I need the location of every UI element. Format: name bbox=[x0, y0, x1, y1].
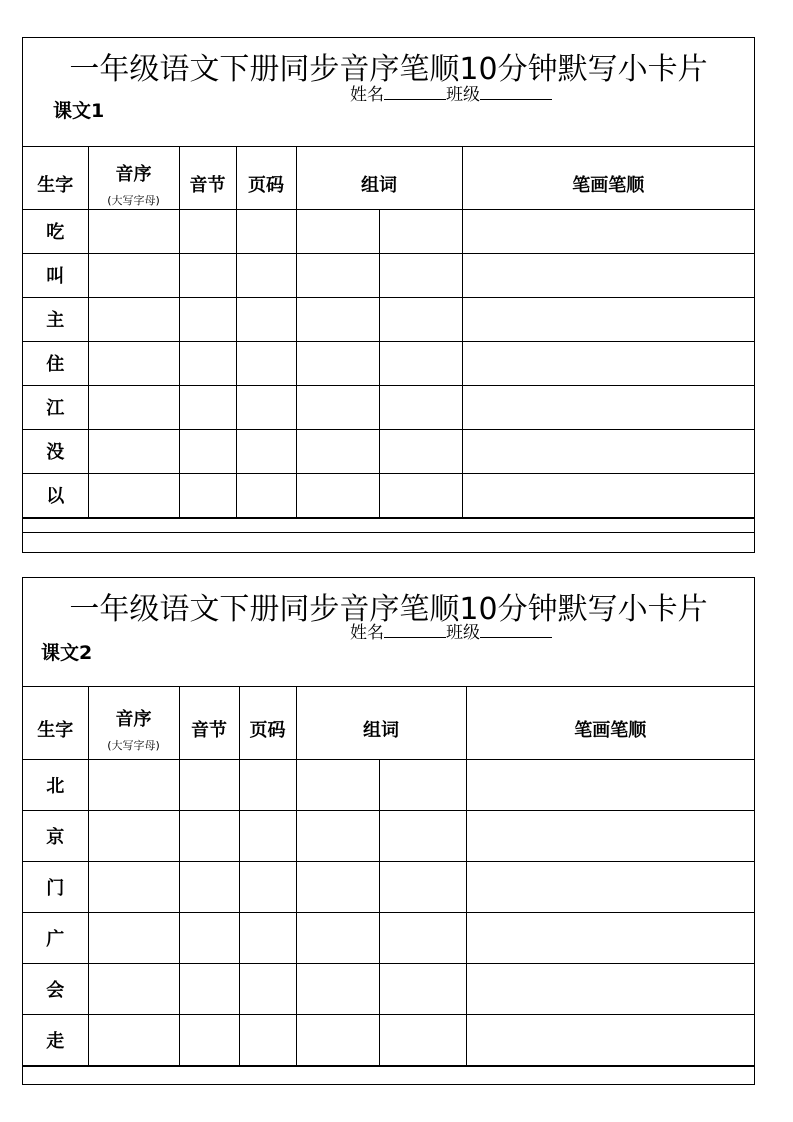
syllable-input[interactable] bbox=[179, 429, 236, 473]
char-cell: 会 bbox=[23, 963, 88, 1014]
strokes-input[interactable] bbox=[462, 253, 754, 297]
strokes-input[interactable] bbox=[466, 810, 754, 861]
table-row bbox=[23, 861, 754, 912]
strokes-input[interactable] bbox=[462, 473, 754, 517]
strokes-input[interactable] bbox=[466, 912, 754, 963]
word-input-1[interactable] bbox=[296, 297, 379, 341]
syllable-input[interactable] bbox=[179, 209, 236, 253]
char-cell: 江 bbox=[23, 385, 88, 429]
page-input[interactable] bbox=[236, 253, 296, 297]
header-strokes: 笔画笔顺 bbox=[462, 147, 754, 209]
strokes-input[interactable] bbox=[462, 209, 754, 253]
table-row bbox=[23, 253, 754, 297]
strokes-input[interactable] bbox=[466, 1014, 754, 1065]
table-row bbox=[23, 297, 754, 341]
char-cell: 叫 bbox=[23, 253, 88, 297]
order-input[interactable] bbox=[88, 253, 179, 297]
header-order-sub: (大写字母) bbox=[107, 738, 160, 752]
page-input[interactable] bbox=[236, 341, 296, 385]
strokes-input[interactable] bbox=[462, 341, 754, 385]
class-label: 班级 bbox=[446, 85, 480, 105]
word-input-2[interactable] bbox=[379, 253, 462, 297]
word-input-1[interactable] bbox=[296, 341, 379, 385]
order-input[interactable] bbox=[88, 759, 179, 810]
footer-strip bbox=[23, 532, 754, 553]
lesson-label: 课文2 bbox=[41, 642, 93, 664]
char-cell: 吃 bbox=[23, 209, 88, 253]
class-blank[interactable] bbox=[480, 98, 552, 100]
word-input-1[interactable] bbox=[296, 209, 379, 253]
table-row bbox=[23, 912, 754, 963]
strokes-input[interactable] bbox=[466, 963, 754, 1014]
word-input-2[interactable] bbox=[379, 429, 462, 473]
strokes-input[interactable] bbox=[462, 385, 754, 429]
word-input-1[interactable] bbox=[296, 759, 379, 810]
order-input[interactable] bbox=[88, 963, 179, 1014]
table-row bbox=[23, 759, 754, 810]
word-input-1[interactable] bbox=[296, 1014, 379, 1065]
dictation-card-2 bbox=[22, 577, 755, 1085]
word-input-2[interactable] bbox=[379, 759, 466, 810]
syllable-input[interactable] bbox=[179, 385, 236, 429]
dictation-table bbox=[23, 147, 754, 518]
syllable-input[interactable] bbox=[179, 1014, 239, 1065]
order-input[interactable] bbox=[88, 429, 179, 473]
strokes-input[interactable] bbox=[462, 297, 754, 341]
page-input[interactable] bbox=[236, 473, 296, 517]
char-cell: 门 bbox=[23, 861, 88, 912]
header-words: 组词 bbox=[296, 687, 466, 759]
table-row bbox=[23, 473, 754, 517]
header-page: 页码 bbox=[236, 147, 296, 209]
strokes-input[interactable] bbox=[462, 429, 754, 473]
word-input-1[interactable] bbox=[296, 963, 379, 1014]
student-info-line bbox=[350, 80, 552, 105]
dictation-card-1 bbox=[22, 37, 755, 553]
order-input[interactable] bbox=[88, 209, 179, 253]
header-syllable: 音节 bbox=[179, 147, 236, 209]
card-title: 一年级语文下册同步音序笔顺10分钟默写小卡片 bbox=[69, 52, 708, 87]
dictation-table bbox=[23, 687, 754, 1066]
name-label: 姓名 bbox=[350, 623, 384, 643]
page-input[interactable] bbox=[236, 429, 296, 473]
word-input-1[interactable] bbox=[296, 861, 379, 912]
header-order: 音序 (大写字母) bbox=[88, 147, 179, 209]
syllable-input[interactable] bbox=[179, 861, 239, 912]
syllable-input[interactable] bbox=[179, 297, 236, 341]
order-input[interactable] bbox=[88, 810, 179, 861]
class-label: 班级 bbox=[446, 623, 480, 643]
footer-strip bbox=[23, 518, 754, 532]
char-cell: 京 bbox=[23, 810, 88, 861]
char-cell: 走 bbox=[23, 1014, 88, 1065]
name-label: 姓名 bbox=[350, 85, 384, 105]
page-input[interactable] bbox=[239, 861, 296, 912]
header-syllable: 音节 bbox=[179, 687, 239, 759]
order-input[interactable] bbox=[88, 385, 179, 429]
char-cell: 主 bbox=[23, 297, 88, 341]
strokes-input[interactable] bbox=[466, 759, 754, 810]
word-input-1[interactable] bbox=[296, 912, 379, 963]
table-row bbox=[23, 209, 754, 253]
word-input-1[interactable] bbox=[296, 810, 379, 861]
word-input-1[interactable] bbox=[296, 429, 379, 473]
word-input-2[interactable] bbox=[379, 473, 462, 517]
page-input[interactable] bbox=[239, 963, 296, 1014]
order-input[interactable] bbox=[88, 341, 179, 385]
page-input[interactable] bbox=[239, 1014, 296, 1065]
card-title: 一年级语文下册同步音序笔顺10分钟默写小卡片 bbox=[69, 592, 708, 627]
lesson-label: 课文1 bbox=[53, 100, 105, 122]
char-cell: 住 bbox=[23, 341, 88, 385]
syllable-input[interactable] bbox=[179, 810, 239, 861]
word-input-2[interactable] bbox=[379, 912, 466, 963]
word-input-1[interactable] bbox=[296, 253, 379, 297]
word-input-2[interactable] bbox=[379, 810, 466, 861]
order-input[interactable] bbox=[88, 297, 179, 341]
table-row bbox=[23, 1014, 754, 1065]
header-order: 音序 (大写字母) bbox=[88, 687, 179, 759]
student-info-line bbox=[350, 618, 552, 643]
header-strokes: 笔画笔顺 bbox=[466, 687, 754, 759]
class-blank[interactable] bbox=[480, 636, 552, 638]
order-input[interactable] bbox=[88, 861, 179, 912]
table-row bbox=[23, 385, 754, 429]
strokes-input[interactable] bbox=[466, 861, 754, 912]
page-input[interactable] bbox=[239, 912, 296, 963]
header-page: 页码 bbox=[239, 687, 296, 759]
word-input-1[interactable] bbox=[296, 385, 379, 429]
char-cell: 广 bbox=[23, 912, 88, 963]
page-input[interactable] bbox=[236, 297, 296, 341]
word-input-2[interactable] bbox=[379, 209, 462, 253]
name-blank[interactable] bbox=[384, 98, 446, 100]
page-input[interactable] bbox=[236, 385, 296, 429]
word-input-2[interactable] bbox=[379, 341, 462, 385]
card-header bbox=[23, 578, 754, 687]
name-blank[interactable] bbox=[384, 636, 446, 638]
table-row bbox=[23, 810, 754, 861]
table-row bbox=[23, 963, 754, 1014]
syllable-input[interactable] bbox=[179, 253, 236, 297]
order-input[interactable] bbox=[88, 1014, 179, 1065]
syllable-input[interactable] bbox=[179, 473, 236, 517]
header-row bbox=[23, 687, 754, 759]
syllable-input[interactable] bbox=[179, 912, 239, 963]
card-header bbox=[23, 38, 754, 147]
syllable-input[interactable] bbox=[179, 759, 239, 810]
order-input[interactable] bbox=[88, 473, 179, 517]
order-input[interactable] bbox=[88, 912, 179, 963]
word-input-2[interactable] bbox=[379, 963, 466, 1014]
word-input-2[interactable] bbox=[379, 297, 462, 341]
page-input[interactable] bbox=[239, 759, 296, 810]
header-row bbox=[23, 147, 754, 209]
table-row bbox=[23, 341, 754, 385]
word-input-2[interactable] bbox=[379, 385, 462, 429]
char-cell: 以 bbox=[23, 473, 88, 517]
char-cell: 没 bbox=[23, 429, 88, 473]
header-char: 生字 bbox=[23, 687, 88, 759]
header-words: 组词 bbox=[296, 147, 462, 209]
page-input[interactable] bbox=[239, 810, 296, 861]
table-row bbox=[23, 429, 754, 473]
header-char: 生字 bbox=[23, 147, 88, 209]
word-input-2[interactable] bbox=[379, 861, 466, 912]
page-input[interactable] bbox=[236, 209, 296, 253]
word-input-2[interactable] bbox=[379, 1014, 466, 1065]
syllable-input[interactable] bbox=[179, 341, 236, 385]
header-order-sub: (大写字母) bbox=[107, 193, 160, 207]
char-cell: 北 bbox=[23, 759, 88, 810]
word-input-1[interactable] bbox=[296, 473, 379, 517]
footer-strip bbox=[23, 1066, 754, 1085]
syllable-input[interactable] bbox=[179, 963, 239, 1014]
